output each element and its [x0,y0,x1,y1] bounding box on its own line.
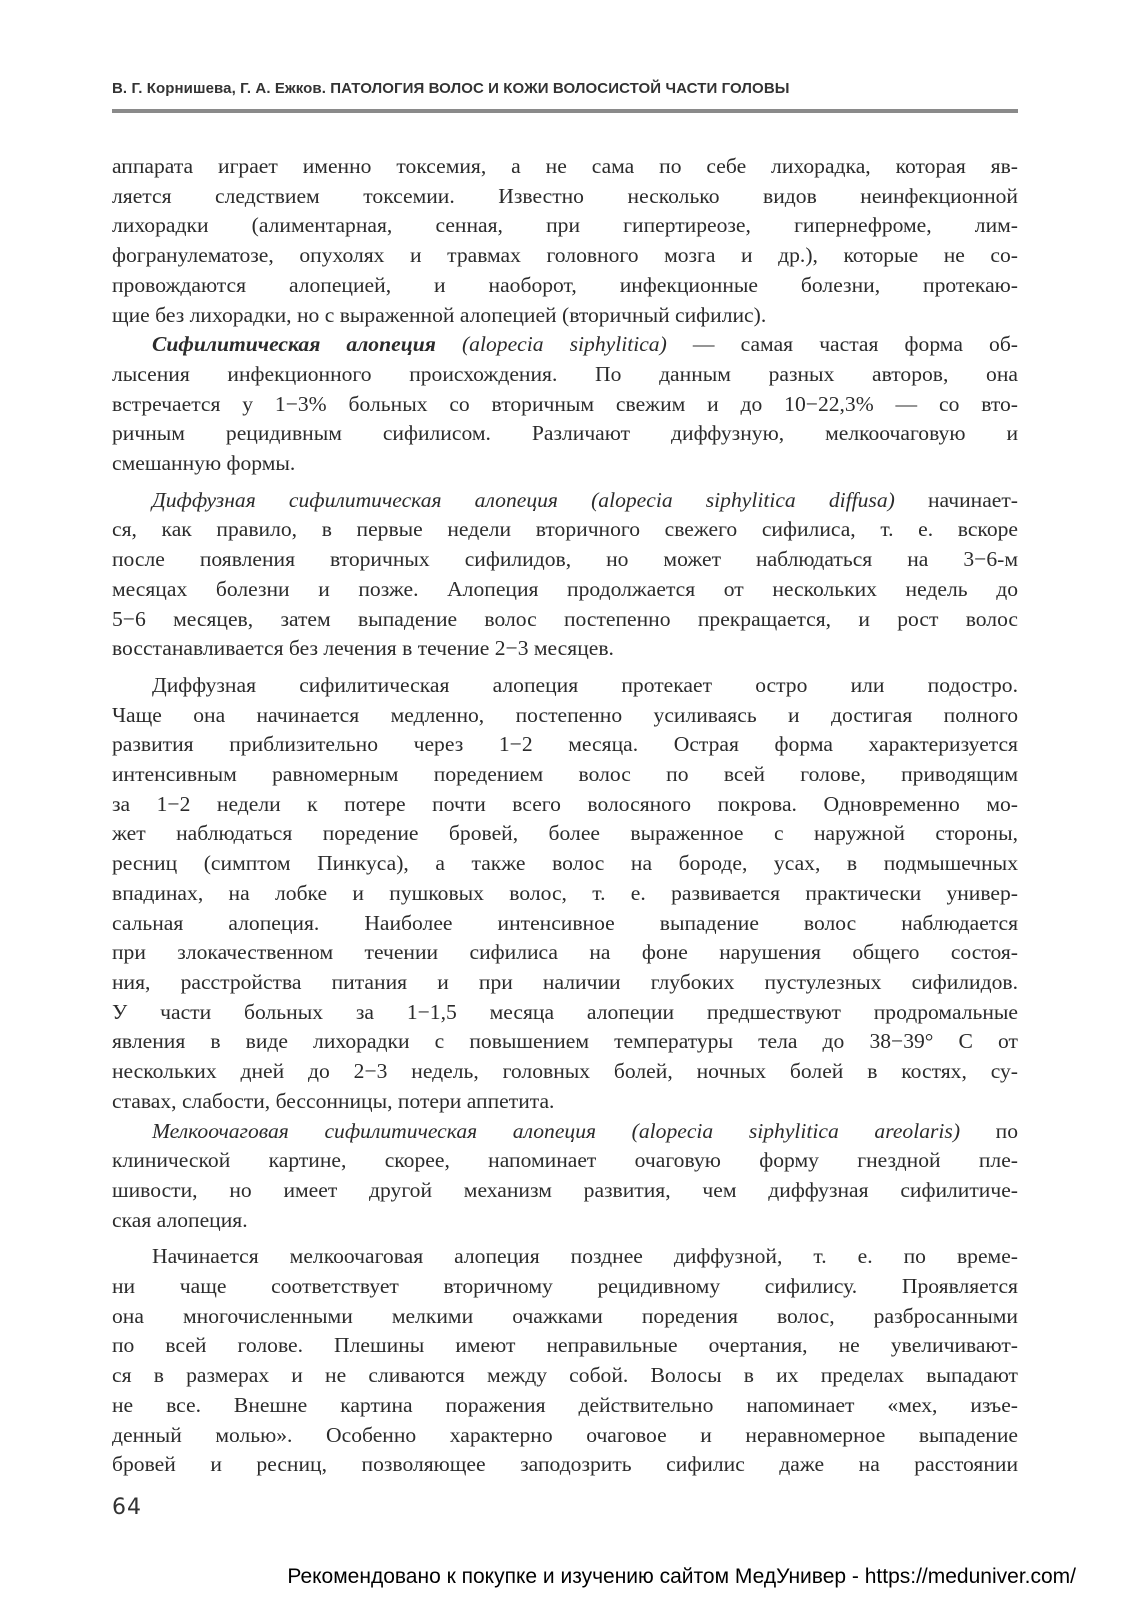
text-line: ся, как правило, в первые недели вторичного свежего сифилиса, т. е. вскоре [112,517,1018,542]
text-line: по всей голове. Плешины имеют неправильные очертания, не увеличивают- [112,1333,1018,1358]
text-line: лихорадки (алиментарная, сенная, при гипертиреозе, гипернефроме, лим- [112,213,1018,238]
text-line: смешанную формы. [112,451,296,476]
text-fragment: по [960,1118,1018,1143]
text-line [112,330,1018,360]
text-line: интенсивным равномерным поредением волос по всей голове, приводящим [112,762,1018,787]
text-line: она многочисленными мелкими очажками поредения волос, разбросанными [112,1303,1018,1328]
text-line: встречается у 1−3% больных со вторичным свежим и до 10−22,3% — со вто- [112,391,1018,416]
text-line: фогранулематозе, опухолях и травмах головного мозга и др.), которые не со- [112,243,1018,268]
text-line: ставах, слабости, бессонницы, потери аппетита. [112,1088,555,1113]
text-line: клинической картине, скорее, напоминает очаговую форму гнездной пле- [112,1148,1018,1173]
text-line: лысения инфекционного происхождения. По данным разных авторов, она [112,361,1018,386]
text-line: Диффузная сифилитическая алопеция протекает остро или подостро. [152,672,1018,697]
text-fragment: — самая частая форма об- [666,332,1018,357]
text-line: Начинается мелкоочаговая алопеция позднее диффузной, т. е. по време- [152,1244,1018,1269]
text-line: 5−6 месяцев, затем выпадение волос постепенно прекращается, и рост волос [112,606,1018,631]
text-line: не все. Внешне картина поражения действительно напоминает «мех, изъе- [112,1392,1018,1417]
text-line: денный молью». Особенно характерно очаговое и неравномерное выпадение [112,1422,1018,1447]
text-line: провождаются алопецией, и наоборот, инфекционные болезни, протекаю- [112,272,1018,297]
text-line: ресниц (симптом Пинкуса), а также волос на бороде, усах, в подмышечных [112,851,1018,876]
text-line: ния, расстройства питания и при наличии глубоких пустулезных сифилидов. [112,969,1018,994]
paragraph-3 [112,486,1018,664]
text-line: жет наблюдаться поредение бровей, более выраженное с наружной стороны, [112,821,1018,846]
text-line: ляется следствием токсемии. Известно несколько видов неинфекционной [112,183,1018,208]
text-line: Чаще она начинается медленно, постепенно усиливаясь и достигая полного [112,702,1018,727]
text-line: У части больных за 1−1,5 месяца алопеции предшествуют продромальные [112,999,1018,1024]
paragraph-2 [112,330,1018,479]
text-line: нескольких дней до 2−3 недель, головных болей, ночных болей в костях, су- [112,1059,1018,1084]
term-bold-italic: Сифилитическая алопеция [152,332,436,357]
text-line [112,1117,1018,1147]
paragraph-4 [112,671,1018,1117]
footer-note: Рекомендовано к покупке и изучению сайтом МедУнивер - https://meduniver.com/ [287,1565,1076,1588]
text-line: ричным рецидивным сифилисом. Различают диффузную, мелкоочаговую и [112,421,1018,446]
text-line: впадинах, на лобке и пушковых волос, т. е. развивается практически универ- [112,880,1018,905]
text-line: за 1−2 недели к потере почти всего волосяного покрова. Одновременно мо- [112,791,1018,816]
term-italic: Диффузная сифилитическая алопеция (alopecia siphylitica diffusa) [152,487,895,512]
latin-term: (alopecia siphylitica) [461,332,667,357]
text-line: сальная алопеция. Наиболее интенсивное выпадение волос наблюдается [112,910,1018,935]
text-line: месяцах болезни и позже. Алопеция продолжается от нескольких недель до [112,576,1018,601]
paragraph-5 [112,1117,1018,1236]
text-line: восстанавливается без лечения в течение 2−3 месяцев. [112,636,614,661]
text-line: ская алопеция. [112,1207,248,1232]
page-number: 64 [112,1495,142,1520]
text-line: явления в виде лихорадки с повышением температуры тела до 38−39° С от [112,1029,1018,1054]
running-header: В. Г. Корнишева, Г. А. Ежков. ПАТОЛОГИЯ ВОЛОС И КОЖИ ВОЛОСИСТОЙ ЧАСТИ ГОЛОВЫ [112,80,790,97]
text-line: ся в размерах и не сливаются между собой. Волосы в их пределах выпадают [112,1363,1018,1388]
text-line: после появления вторичных сифилидов, но может наблюдаться на 3−6-м [112,547,1018,572]
text-line: ни чаще соответствует вторичному рецидивному сифилису. Проявляется [112,1274,1018,1299]
text-line: при злокачественном течении сифилиса на фоне нарушения общего состоя- [112,940,1018,965]
text-line: развития приблизительно через 1−2 месяца. Острая форма характеризуется [112,732,1018,757]
body-text [112,152,1018,1480]
text-line: щие без лихорадки, но с выраженной алопецией (вторичный сифилис). [112,302,767,327]
text-line: аппарата играет именно токсемия, а не сама по себе лихорадка, которая яв- [112,154,1018,178]
text-line [112,486,1018,516]
header-rule [112,109,1018,113]
text-line: бровей и ресниц, позволяющее заподозрить сифилис даже на расстоянии [112,1452,1018,1477]
text-fragment: начинает- [894,487,1018,512]
text-line: шивости, но имеет другой механизм развития, чем диффузная сифилитиче- [112,1177,1018,1202]
paragraph-6 [112,1242,1018,1480]
paragraph-1 [112,152,1018,330]
term-italic: Мелкоочаговая сифилитическая алопеция (alopecia siphylitica areolaris) [152,1118,961,1143]
